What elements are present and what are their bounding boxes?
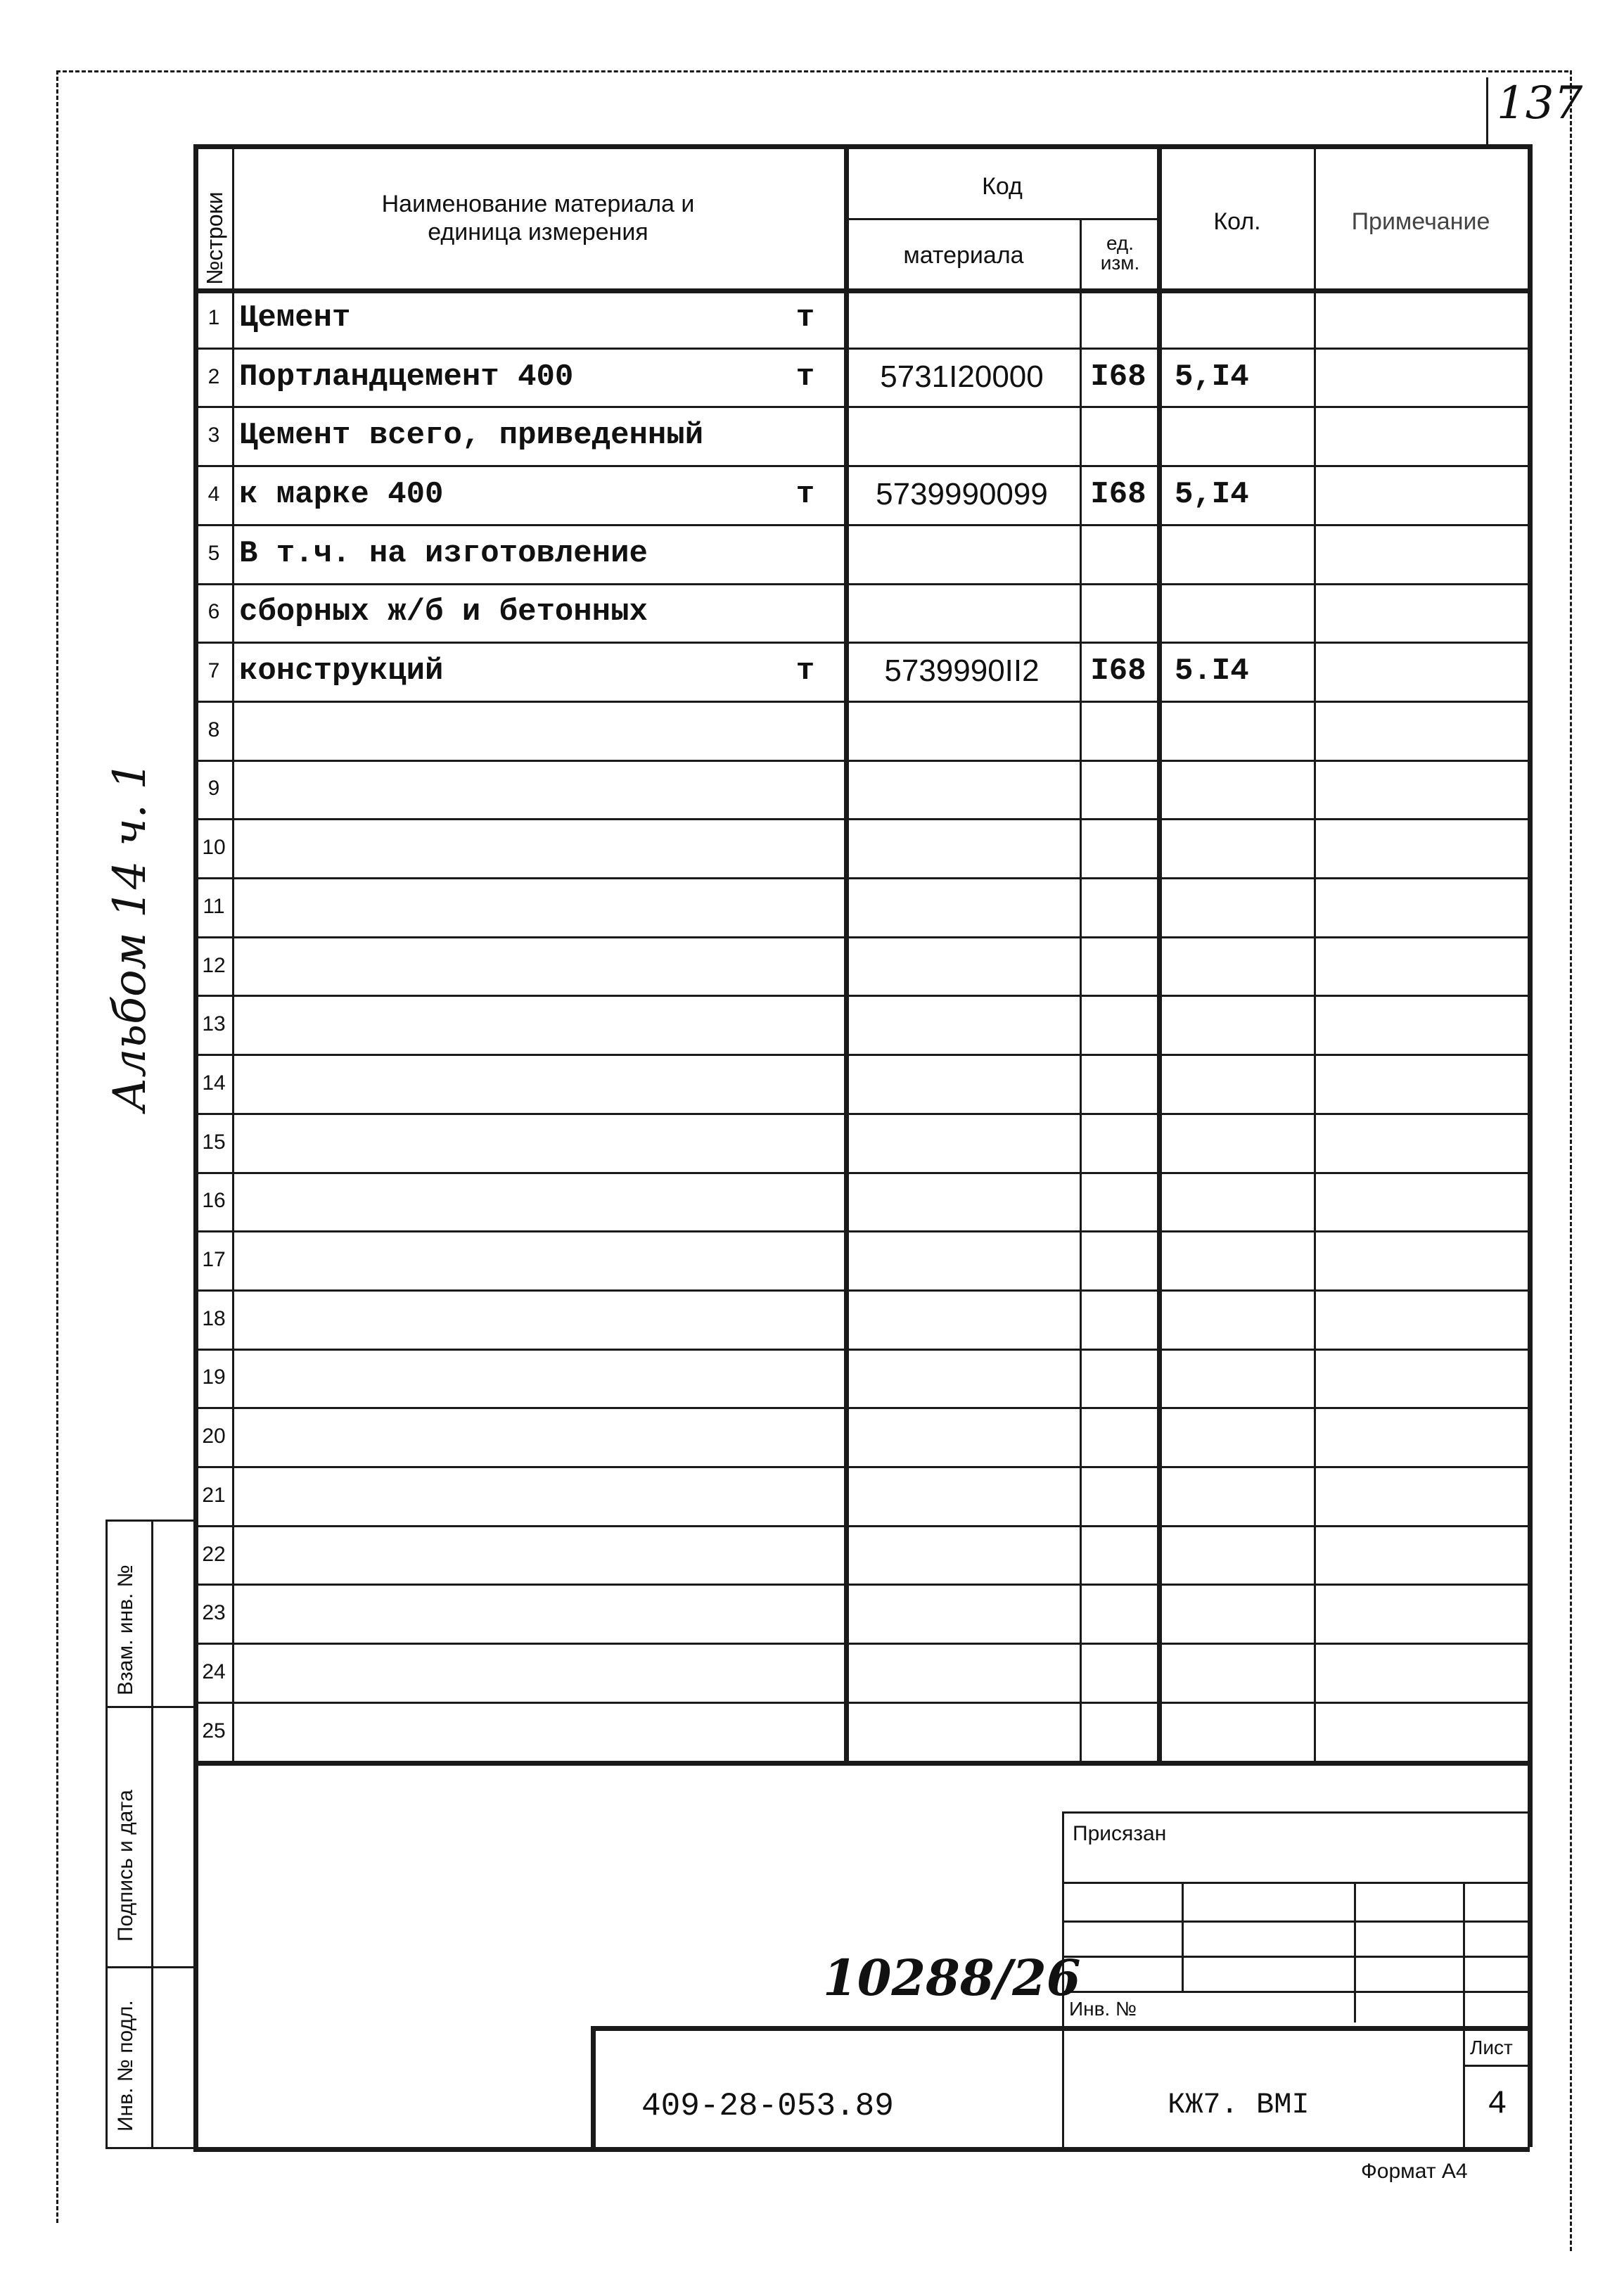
quantity bbox=[1161, 1407, 1326, 1466]
quantity bbox=[1161, 818, 1326, 877]
stamp-bottom bbox=[106, 2147, 193, 2149]
quantity bbox=[1161, 877, 1326, 936]
material-unit bbox=[781, 877, 830, 936]
material-code bbox=[848, 1525, 1076, 1584]
material-code bbox=[848, 1349, 1076, 1408]
header-code-unit bbox=[1083, 222, 1157, 285]
sheet-label-line bbox=[1463, 2065, 1530, 2067]
privyazan-top bbox=[1062, 1811, 1530, 1814]
document-code: 409-28-053.89 bbox=[641, 2088, 894, 2124]
material-code bbox=[848, 1113, 1076, 1172]
quantity bbox=[1161, 936, 1326, 995]
stamp-inv-podl: Инв. № подл. bbox=[114, 2000, 137, 2132]
material-name: Цемент всего, приведенный bbox=[239, 418, 704, 454]
row-number: 4 bbox=[207, 482, 220, 506]
header-code-unit-text: ед. изм. bbox=[1100, 232, 1140, 274]
material-name: к марке 400 bbox=[239, 476, 444, 512]
material-name bbox=[239, 1172, 802, 1231]
title-block-left bbox=[591, 2026, 596, 2147]
material-code bbox=[848, 1584, 1076, 1643]
material-unit bbox=[781, 1643, 830, 1702]
col-line-1 bbox=[232, 144, 234, 1761]
unit-code bbox=[1083, 288, 1153, 348]
material-unit: т bbox=[795, 654, 815, 689]
outer-left-border bbox=[56, 70, 58, 2223]
unit-code bbox=[1083, 1643, 1153, 1702]
row-number: 5 bbox=[207, 541, 220, 565]
material-name: В т.ч. на изготовление bbox=[239, 535, 648, 571]
stamp-vzam: Взам. инв. № bbox=[114, 1565, 137, 1695]
material-name bbox=[239, 818, 802, 877]
material-code: 5739990II2 bbox=[884, 654, 1040, 689]
quantity bbox=[1161, 1230, 1326, 1289]
quantity bbox=[1161, 1643, 1326, 1702]
stamp-mid-line bbox=[151, 1520, 153, 2147]
unit-code bbox=[1083, 1172, 1153, 1231]
page-number: 137 bbox=[1497, 77, 1583, 129]
quantity bbox=[1161, 406, 1326, 465]
row-number: 15 bbox=[202, 1130, 226, 1154]
stamp-left-line bbox=[106, 1520, 108, 2147]
material-name bbox=[239, 877, 802, 936]
privyazan-col-3 bbox=[1463, 1882, 1465, 2147]
material-code bbox=[848, 1172, 1076, 1231]
material-unit bbox=[781, 1702, 830, 1761]
row-number: 20 bbox=[202, 1425, 226, 1448]
col-line-3 bbox=[1080, 218, 1082, 1761]
material-name: Цемент bbox=[239, 300, 351, 336]
privyazan-label: Присязан bbox=[1073, 1822, 1167, 1845]
material-name bbox=[239, 1289, 802, 1349]
inv-no-label: Инв. № bbox=[1069, 1998, 1137, 2020]
format-label: Формат А4 bbox=[1361, 2160, 1468, 2183]
material-code bbox=[848, 1054, 1076, 1113]
sheet-label: Лист bbox=[1470, 2037, 1513, 2058]
material-name bbox=[239, 1349, 802, 1408]
material-code bbox=[848, 818, 1076, 877]
material-code bbox=[848, 524, 1076, 583]
quantity bbox=[1161, 1466, 1326, 1525]
unit-code bbox=[1083, 1466, 1153, 1525]
row-number: 24 bbox=[202, 1659, 226, 1683]
material-unit bbox=[781, 701, 830, 760]
material-name bbox=[239, 1702, 802, 1761]
privyazan-line-2 bbox=[1062, 1920, 1530, 1923]
material-name bbox=[239, 995, 802, 1054]
quantity bbox=[1161, 524, 1326, 583]
privyazan-line-4 bbox=[1062, 1991, 1530, 1993]
material-name bbox=[239, 1054, 802, 1113]
quantity: 5,I4 bbox=[1175, 359, 1249, 395]
material-code bbox=[848, 701, 1076, 760]
unit-code bbox=[1083, 877, 1153, 936]
quantity: 5.I4 bbox=[1175, 654, 1249, 689]
material-code bbox=[848, 1466, 1076, 1525]
row-number: 12 bbox=[202, 953, 226, 977]
header-code-group: Код bbox=[982, 173, 1023, 200]
material-unit: т bbox=[795, 300, 815, 336]
unit-code bbox=[1083, 583, 1153, 642]
unit-code bbox=[1083, 1289, 1153, 1349]
privyazan-line-3 bbox=[1062, 1956, 1530, 1958]
material-code bbox=[848, 1230, 1076, 1289]
unit-code bbox=[1083, 1525, 1153, 1584]
material-unit bbox=[781, 1289, 830, 1349]
page-number-divider bbox=[1486, 77, 1488, 144]
row-number: 7 bbox=[207, 659, 220, 683]
row-number: 25 bbox=[202, 1719, 226, 1743]
unit-code bbox=[1083, 701, 1153, 760]
material-name bbox=[239, 1525, 802, 1584]
material-code bbox=[848, 760, 1076, 819]
material-code: 5739990099 bbox=[876, 476, 1048, 511]
document-mark: КЖ7. ВМI bbox=[1168, 2088, 1310, 2122]
privyazan-col-1 bbox=[1182, 1882, 1184, 1991]
row-number: 14 bbox=[202, 1071, 226, 1095]
material-name bbox=[239, 1113, 802, 1172]
material-unit bbox=[781, 524, 830, 583]
quantity bbox=[1161, 1702, 1326, 1761]
privyazan-col-2 bbox=[1354, 1882, 1356, 2022]
quantity bbox=[1161, 1349, 1326, 1408]
unit-code bbox=[1083, 1702, 1153, 1761]
material-unit bbox=[781, 760, 830, 819]
stamp-podpis: Подпись и дата bbox=[114, 1790, 137, 1942]
material-name bbox=[239, 1643, 802, 1702]
handwritten-number: 10288/26 bbox=[823, 1949, 1081, 2007]
unit-code bbox=[1083, 1584, 1153, 1643]
unit-code bbox=[1083, 1349, 1153, 1408]
material-unit bbox=[781, 583, 830, 642]
unit-code bbox=[1083, 818, 1153, 877]
material-unit bbox=[781, 1349, 830, 1408]
material-code bbox=[848, 995, 1076, 1054]
unit-code bbox=[1083, 760, 1153, 819]
privyazan-line-1 bbox=[1062, 1882, 1530, 1884]
row-number: 19 bbox=[202, 1365, 226, 1389]
material-unit bbox=[781, 1407, 830, 1466]
quantity bbox=[1161, 1172, 1326, 1231]
stamp-split-1 bbox=[106, 1706, 193, 1708]
quantity bbox=[1161, 1113, 1326, 1172]
material-unit bbox=[781, 936, 830, 995]
material-code bbox=[848, 1702, 1076, 1761]
material-unit bbox=[781, 1054, 830, 1113]
unit-code: I68 bbox=[1090, 654, 1146, 689]
quantity bbox=[1161, 583, 1326, 642]
material-unit bbox=[781, 1525, 830, 1584]
material-code: 5731I20000 bbox=[880, 359, 1044, 394]
bottom-frame bbox=[193, 2147, 1530, 2152]
header-name bbox=[236, 176, 840, 260]
quantity bbox=[1161, 760, 1326, 819]
material-code bbox=[848, 583, 1076, 642]
frame-top bbox=[193, 144, 1530, 149]
row-number: 6 bbox=[207, 600, 220, 624]
row-number: 1 bbox=[207, 305, 220, 329]
unit-code: I68 bbox=[1090, 359, 1146, 395]
material-name: конструкций bbox=[239, 654, 444, 689]
quantity bbox=[1161, 1525, 1326, 1584]
material-name bbox=[239, 1230, 802, 1289]
material-unit bbox=[781, 818, 830, 877]
side-note-album: Альбом 14 ч. 1 bbox=[104, 760, 156, 1111]
unit-code bbox=[1083, 406, 1153, 465]
material-code bbox=[848, 1289, 1076, 1349]
unit-code bbox=[1083, 1407, 1153, 1466]
outer-top-border bbox=[56, 70, 1568, 72]
header-name-text: Наименование материала и единица измерения bbox=[381, 191, 695, 246]
material-name bbox=[239, 701, 802, 760]
material-code bbox=[848, 1407, 1076, 1466]
stamp-top bbox=[106, 1520, 193, 1522]
quantity bbox=[1161, 1054, 1326, 1113]
row-number: 3 bbox=[207, 423, 220, 447]
header-row-number: №строки bbox=[202, 191, 227, 285]
header-note: Примечание bbox=[1351, 208, 1490, 235]
material-name bbox=[239, 760, 802, 819]
material-unit bbox=[781, 995, 830, 1054]
row-number: 23 bbox=[202, 1601, 226, 1625]
material-name bbox=[239, 1407, 802, 1466]
row-number: 8 bbox=[207, 718, 220, 741]
material-code bbox=[848, 877, 1076, 936]
material-unit bbox=[781, 1172, 830, 1231]
unit-code bbox=[1083, 936, 1153, 995]
material-unit bbox=[781, 1466, 830, 1525]
row-number: 18 bbox=[202, 1306, 226, 1330]
quantity bbox=[1161, 1584, 1326, 1643]
quantity: 5,I4 bbox=[1175, 476, 1249, 512]
stamp-split-2 bbox=[106, 1966, 193, 1968]
outer-right-border bbox=[1570, 70, 1572, 2251]
material-code bbox=[848, 936, 1076, 995]
row-number: 11 bbox=[203, 894, 225, 918]
row-number: 13 bbox=[202, 1012, 226, 1036]
row-number: 9 bbox=[207, 777, 220, 801]
row-number: 21 bbox=[202, 1483, 226, 1507]
quantity bbox=[1161, 1289, 1326, 1349]
material-unit: т bbox=[795, 476, 815, 512]
material-name: Портландцемент 400 bbox=[239, 359, 574, 395]
row-number: 22 bbox=[202, 1542, 226, 1566]
header-qty: Кол. bbox=[1213, 208, 1261, 235]
quantity bbox=[1161, 288, 1326, 348]
material-code bbox=[848, 406, 1076, 465]
material-name bbox=[239, 1466, 802, 1525]
material-code bbox=[848, 1643, 1076, 1702]
material-unit bbox=[781, 406, 830, 465]
header-code-material: материала bbox=[903, 241, 1024, 269]
row-number: 17 bbox=[202, 1248, 226, 1272]
unit-code bbox=[1083, 524, 1153, 583]
title-block-top bbox=[591, 2026, 1530, 2031]
row-number: 10 bbox=[202, 836, 226, 860]
material-unit bbox=[781, 1230, 830, 1289]
unit-code bbox=[1083, 1054, 1153, 1113]
material-name: сборных ж/б и бетонных bbox=[239, 594, 648, 630]
material-unit bbox=[781, 1113, 830, 1172]
sheet-number: 4 bbox=[1488, 2086, 1507, 2122]
row-number: 16 bbox=[202, 1189, 226, 1213]
header-code-split bbox=[844, 218, 1157, 220]
quantity bbox=[1161, 701, 1326, 760]
quantity bbox=[1161, 995, 1326, 1054]
unit-code: I68 bbox=[1090, 476, 1146, 512]
material-unit: т bbox=[795, 359, 815, 395]
frame-right bbox=[1528, 144, 1533, 2147]
material-unit bbox=[781, 1584, 830, 1643]
row-number: 2 bbox=[207, 364, 220, 388]
unit-code bbox=[1083, 1230, 1153, 1289]
material-code bbox=[848, 288, 1076, 348]
unit-code bbox=[1083, 1113, 1153, 1172]
material-name bbox=[239, 1584, 802, 1643]
material-name bbox=[239, 936, 802, 995]
unit-code bbox=[1083, 995, 1153, 1054]
table-bottom bbox=[193, 1761, 1530, 1766]
